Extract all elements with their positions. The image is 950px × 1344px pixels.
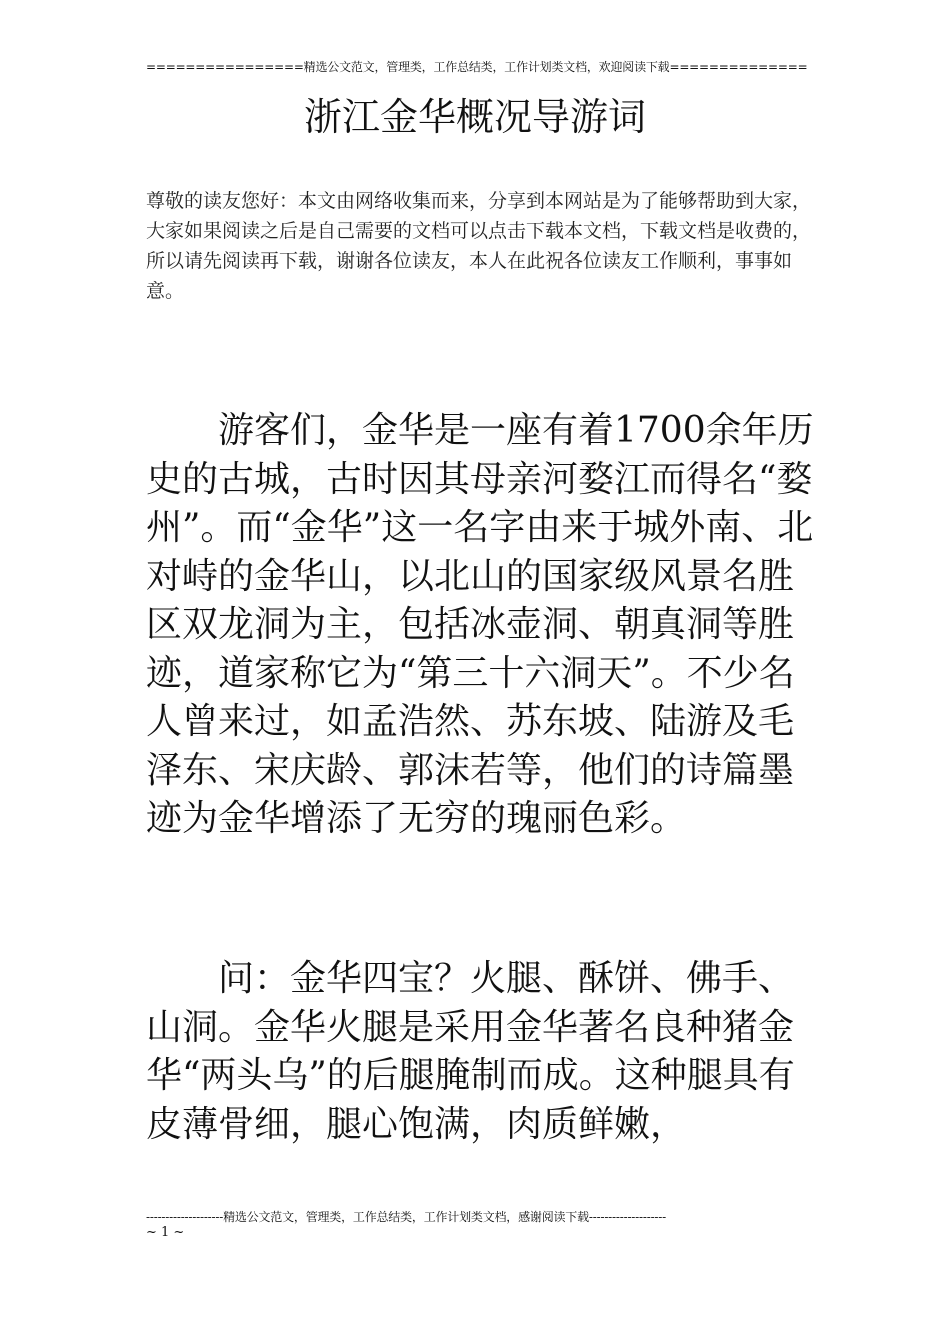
header-banner: ================精选公文范文，管理类，工作总结类，工作计划类文档，欢迎阅读下载==============	[146, 60, 808, 74]
body-paragraph: 游客们，金华是一座有着1700余年历史的古城，古时因其母亲河婺江而得名“婺州”。而“金华”这一名字由来于城外南、北对峙的金华山，以北山的国家级风景名胜区双龙洞为主，包括冰壶洞、朝真洞等胜迹，道家称它为“第三十六洞天”。不少名人曾来过，如孟浩然、苏东坡、陆游及毛泽东、宋庆龄、郭沫若等，他们的诗篇墨迹为金华增添了无穷的瑰丽色彩。	[146, 410, 814, 839]
body-paragraph: 问：金华四宝？火腿、酥饼、佛手、山洞。金华火腿是采用金华著名良种猪金华“两头乌”的后腿腌制而成。这种腿具有皮薄骨细，腿心饱满，肉质鲜嫩，	[146, 958, 795, 1145]
page-number: ~ 1 ~	[146, 1225, 185, 1240]
intro-note: 尊敬的读友您好：本文由网络收集而来，分享到本网站是为了能够帮助到大家，大家如果阅读之后是自己需要的文档可以点击下载本文档，下载文档是收费的，所以请先阅读再下载，谢谢各位读友，本人在此祝各位读友工作顺利，事事如意。	[146, 190, 812, 302]
document-title: 浙江金华概况导游词	[303, 95, 646, 139]
footer-banner: --------------------精选公文范文，管理类，工作总结类，工作计划类文档，感谢阅读下载--------------------	[146, 1210, 666, 1224]
